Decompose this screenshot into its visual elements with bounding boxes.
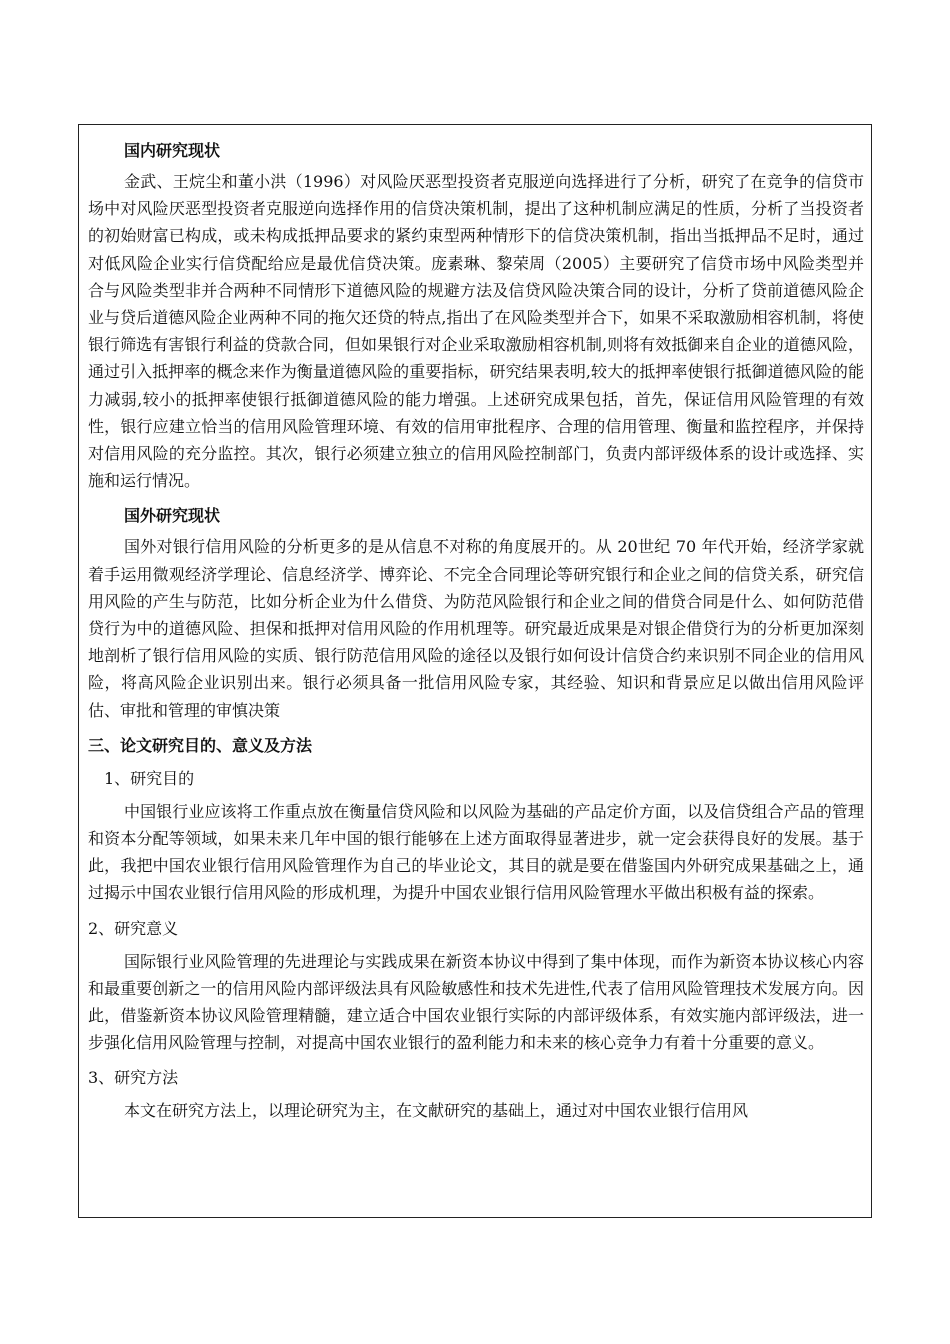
domestic-research-heading: 国内研究现状 <box>124 141 221 160</box>
foreign-research-paragraph: 国外对银行信用风险的分析更多的是从信息不对称的角度展开的。从 20世纪 70 年代开始，经济学家就着手运用微观经济学理论、信息经济学、博弈论、不完全合同理论等研究银行和企业之间的信贷关系，研究信用风险的产生与防范，比如分析企业为什么借贷、为防范风险银行和企业之间的借贷合同是什么、如何防范借贷行为中的道德风险、担保和抵押对信用风险的作用机理等。研究最近成果是对银企借贷行为的分析更加深刻地剖析了银行信用风险的实质、银行防范信用风险的途径以及银行如何设计信贷合约来识别不同企业的信用风险，将高风险企业识别出来。银行必须具备一批信用风险专家，其经验、知识和背景应足以做出信用风险评估、审批和管理的审慎决策 <box>88 537 864 720</box>
research-method-heading: 3、研究方法 <box>88 1068 179 1088</box>
research-significance-heading: 2、研究意义 <box>88 918 179 938</box>
domestic-research-paragraph: 金武、王烷尘和董小洪（1996）对风险厌恶型投资者克服逆向选择进行了分析，研究了在竞争的信贷市场中对风险厌恶型投资者克服逆向选择作用的信贷决策机制，提出了这种机制应满足的性质，分析了当投资者的初始财富已构成，或未构成抵押品要求的紧约束型两种情形下的信贷决策机制，指出当抵押品不足时，通过对低风险企业实行信贷配给应是最优信贷决策。庞素琳、黎荣周（2005）主要研究了信贷市场中风险类型并合与风险类型非并合两种不同情形下道德风险的规避方法及信贷风险决策合同的设计，分析了贷前道德风险企业与贷后道德风险企业两种不同的拖欠还贷的特点,指出了在风险类型并合下，如果不采取激励相容机制，将使银行筛选有害银行利益的贷款合同，但如果银行对企业采取激励相容机制,则将有效抵御来自企业的道德风险，通过引入抵押率的概念来作为衡量道德风险的重要指标，研究结果表明,较大的抵押率使银行抵御道德风险的能力减弱,较小的抵押率使银行抵御道德风险的能力增强。上述研究成果包括，首先，保证信用风险管理的有效性，银行应建立恰当的信用风险管理环境、有效的信用审批程序、合理的信用管理、衡量和监控程序，并保持对信用风险的充分监控。其次，银行必须建立独立的信用风险控制部门，负责内部评级体系的设计或选择、实施和运行情况。 <box>88 172 864 491</box>
research-significance-paragraph: 国际银行业风险管理的先进理论与实践成果在新资本协议中得到了集中体现，而作为新资本协议核心内容和最重要创新之一的信用风险内部评级法具有风险敏感性和技术先进性,代表了信用风险管理技术发展方向。因此，借鉴新资本协议风险管理精髓，建立适合中国农业银行实际的内部评级体系，有效实施内部评级法，进一步强化信用风险管理与控制，对提高中国农业银行的盈利能力和未来的核心竞争力有着十分重要的意义。 <box>88 951 864 1053</box>
section-three-heading: 三、论文研究目的、意义及方法 <box>88 735 313 755</box>
research-purpose-paragraph: 中国银行业应该将工作重点放在衡量信贷风险和以风险为基础的产品定价方面，以及信贷组合产品的管理和资本分配等领域，如果未来几年中国的银行能够在上述方面取得显著进步，就一定会获得良好的发展。基于此，我把中国农业银行信用风险管理作为自己的毕业论文，其目的就是要在借鉴国内外研究成果基础之上，通过揭示中国农业银行信用风险的形成机理，为提升中国农业银行信用风险管理水平做出积极有益的探索。 <box>88 801 864 903</box>
research-purpose-heading: 1、研究目的 <box>104 768 195 788</box>
document-frame <box>78 124 872 1218</box>
foreign-research-heading: 国外研究现状 <box>124 506 221 526</box>
research-method-paragraph: 本文在研究方法上，以理论研究为主，在文献研究的基础上，通过对中国农业银行信用风 <box>124 1101 749 1121</box>
document-body <box>88 137 864 1125</box>
